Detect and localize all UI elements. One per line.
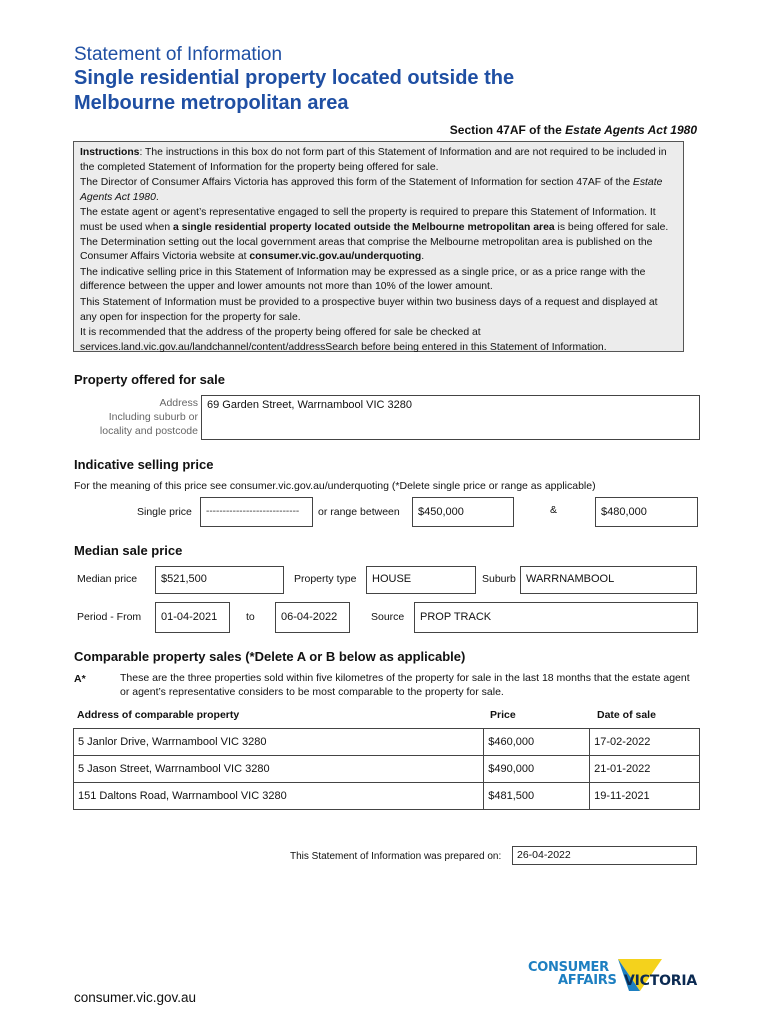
comparable-price-cell[interactable]: $490,000 — [484, 756, 590, 783]
instructions-p3-bold: a single residential property located outside the Melbourne metropolitan area — [173, 221, 555, 233]
instructions-p3-b: is being offered for sale. The Determination setting out the local government areas that comprise the Melbourne metropolitan area is published on the Consumer Affairs Victoria website at — [80, 221, 669, 263]
prepared-on-field[interactable]: 26-04-2022 — [512, 846, 697, 865]
instructions-p2-end: . — [155, 191, 159, 203]
section-reference — [450, 123, 697, 137]
property-type-field[interactable]: HOUSE — [366, 566, 476, 594]
instructions-p4: The indicative selling price in this Statement of Information may be expressed as a single price, or as a price range with the difference between the upper and lower amounts not more than 10% of the lower amount. — [80, 266, 646, 293]
comparable-heading: Comparable property sales (*Delete A or B below as applicable) — [74, 649, 466, 664]
instructions-p3-a: The estate agent or agent’s representative engaged to sell the property is required to prepare this Statement of Information. It must be used when — [80, 207, 656, 233]
logo-consumer: CONSUMER — [528, 960, 609, 975]
section-act: Estate Agents Act 1980 — [565, 123, 697, 137]
form-subtitle-line-1: Single residential property located outside the — [74, 67, 515, 89]
range-ampersand: & — [550, 504, 558, 516]
instructions-p5: This Statement of Information must be provided to a prospective buyer within two business days of a request and displayed at any open for inspection for the property for sale. — [80, 296, 658, 323]
table-row — [74, 783, 700, 810]
range-high-field[interactable]: $480,000 — [595, 497, 698, 527]
comparable-date-cell[interactable]: 17-02-2022 — [590, 729, 700, 756]
period-from-label: Period - From — [77, 611, 142, 623]
comparable-address-cell[interactable]: 151 Daltons Road, Warrnambool VIC 3280 — [74, 783, 484, 810]
comparable-date-cell[interactable]: 19-11-2021 — [590, 783, 700, 810]
period-to-field[interactable]: 06-04-2022 — [275, 602, 350, 633]
single-price-field[interactable]: ---------------------------- — [200, 497, 313, 527]
address-label — [80, 396, 198, 438]
range-label: or range between — [318, 506, 400, 518]
single-price-label: Single price — [137, 506, 192, 518]
median-price-label: Median price — [77, 573, 138, 585]
instructions-p3 — [80, 206, 677, 264]
col-header-address: Address of comparable property — [77, 709, 240, 721]
address-field[interactable]: 69 Garden Street, Warrnambool VIC 3280 — [201, 395, 700, 440]
instructions-p2-act: Estate Agents Act 1980 — [80, 177, 663, 203]
address-label-line-1: Address — [159, 397, 198, 409]
property-heading: Property offered for sale — [74, 372, 225, 387]
period-from-field[interactable]: 01-04-2021 — [155, 602, 230, 633]
instructions-label: Instructions — [80, 147, 140, 158]
underquoting-link[interactable]: consumer.vic.gov.au/underquoting — [249, 251, 422, 263]
indicative-note: For the meaning of this price see consumer.vic.gov.au/underquoting (*Delete single price or range as applicable) — [74, 480, 596, 492]
comparable-address-cell[interactable]: 5 Janlor Drive, Warrnambool VIC 3280 — [74, 729, 484, 756]
instructions-p1 — [80, 146, 677, 175]
option-a-text: These are the three properties sold within five kilometres of the property for sale in the last 18 months that the estate agent or agent’s representative considers to be most comparable to the property for sale. — [120, 672, 690, 698]
instructions-p2 — [80, 176, 677, 205]
col-header-date: Date of sale — [597, 709, 656, 721]
address-label-line-2: Including suburb or — [108, 411, 198, 423]
instructions-p1-text: : The instructions in this box do not form part of this Statement of Information and are not required to be included in the completed Statement of Information for the property being offered for sale. — [80, 147, 667, 173]
comparable-table — [73, 728, 700, 810]
comparable-address-cell[interactable]: 5 Jason Street, Warrnambool VIC 3280 — [74, 756, 484, 783]
suburb-field[interactable]: WARRNAMBOOL — [520, 566, 697, 594]
logo-victoria: VICTORIA — [624, 973, 697, 989]
comparable-price-cell[interactable]: $460,000 — [484, 729, 590, 756]
table-row — [74, 756, 700, 783]
section-prefix: Section 47AF of the — [449, 123, 566, 137]
property-type-label: Property type — [294, 573, 357, 585]
prepared-on-label: This Statement of Information was prepared on: — [290, 851, 502, 862]
address-label-line-3: locality and postcode — [99, 425, 198, 437]
instructions-p3-end: . — [421, 251, 425, 263]
median-heading: Median sale price — [74, 543, 183, 558]
range-low-field[interactable]: $450,000 — [412, 497, 514, 527]
source-field[interactable]: PROP TRACK — [414, 602, 698, 633]
option-a-marker: A* — [74, 673, 86, 685]
comparable-date-cell[interactable]: 21-01-2022 — [590, 756, 700, 783]
table-row — [74, 729, 700, 756]
source-label: Source — [371, 611, 405, 623]
consumer-affairs-victoria-logo — [528, 957, 704, 1007]
col-header-price: Price — [490, 709, 516, 721]
footer-url[interactable]: consumer.vic.gov.au — [74, 990, 197, 1005]
comparable-price-cell[interactable]: $481,500 — [484, 783, 590, 810]
indicative-heading: Indicative selling price — [74, 457, 214, 472]
median-price-field[interactable]: $521,500 — [155, 566, 284, 594]
suburb-label: Suburb — [482, 573, 516, 585]
instructions-p6: It is recommended that the address of the property being offered for sale be checked at services.land.vic.gov.au/landchannel/content/addressSearch before being entered in this Statement of Information. — [80, 327, 607, 353]
period-to-label: to — [246, 611, 255, 623]
form-subtitle-line-2: Melbourne metropolitan area — [74, 92, 349, 114]
instructions-box — [73, 141, 684, 352]
logo-affairs: AFFAIRS — [558, 973, 617, 988]
instructions-p2-text: The Director of Consumer Affairs Victoria has approved this form of the Statement of Information for section 47AF of the — [80, 177, 633, 189]
form-title: Statement of Information — [74, 44, 283, 65]
form-subtitle — [74, 66, 514, 116]
